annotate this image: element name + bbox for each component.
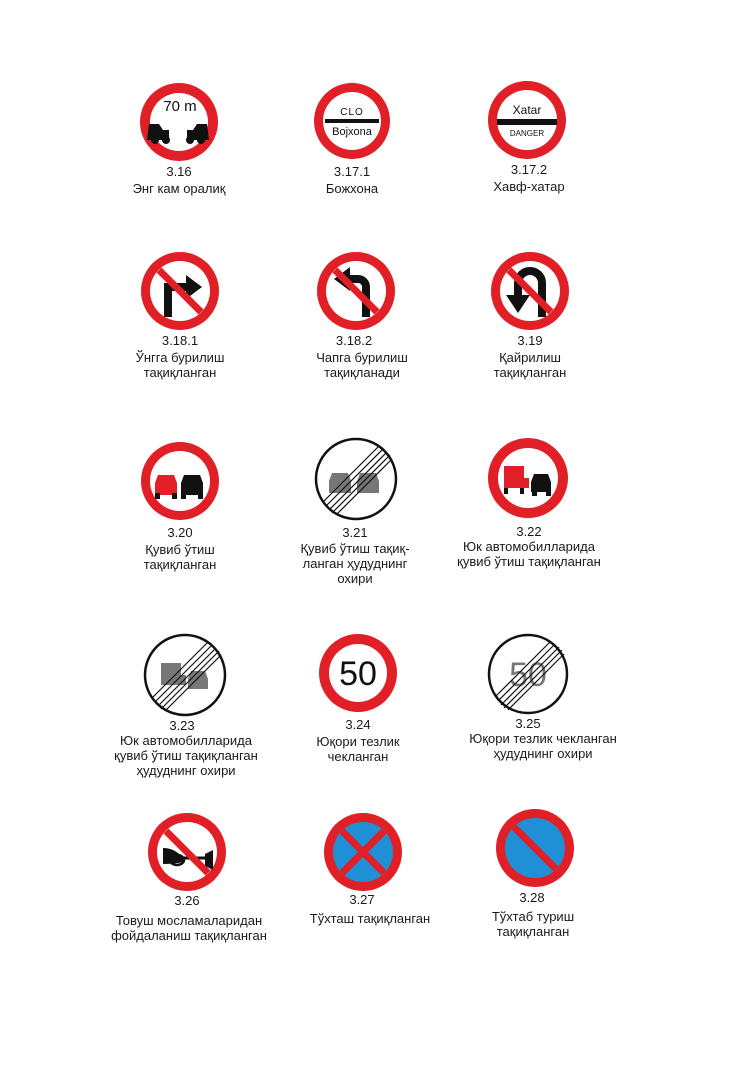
sign-caption: Божхона bbox=[325, 181, 379, 196]
end-speed-limit-icon bbox=[487, 633, 569, 715]
svg-text:Xatar: Xatar bbox=[512, 103, 542, 117]
sign-code: 3.25 bbox=[515, 716, 541, 731]
no-left-turn-icon bbox=[316, 251, 396, 331]
sign-code: 3.27 bbox=[349, 892, 375, 907]
svg-text:DANGER: DANGER bbox=[509, 129, 545, 138]
no-horn-icon bbox=[147, 812, 227, 892]
sign-code: 3.22 bbox=[516, 524, 542, 539]
svg-text:Bojxona: Bojxona bbox=[332, 126, 372, 138]
sign-caption: Энг кам оралиқ bbox=[132, 181, 226, 196]
no-right-turn-icon bbox=[140, 251, 220, 331]
sign-caption: Чапга бурилиш тақиқланади bbox=[316, 350, 408, 380]
sign-caption: Ўнгга бурилиш тақиқланган bbox=[135, 350, 225, 380]
svg-text:CLO: CLO bbox=[340, 107, 364, 118]
sign-caption: Қайрилиш тақиқланган bbox=[493, 350, 567, 380]
svg-text:50: 50 bbox=[339, 655, 377, 693]
end-no-overtaking-trucks-icon bbox=[143, 633, 227, 717]
no-parking-icon bbox=[495, 808, 575, 888]
sign-caption: Қувиб ўтиш тақиқланган bbox=[143, 542, 217, 572]
sign-code: 3.18.2 bbox=[335, 333, 373, 348]
sign-code: 3.20 bbox=[167, 525, 193, 540]
no-overtaking-trucks-icon bbox=[487, 437, 569, 519]
no-stopping-icon bbox=[323, 812, 403, 892]
sign-code: 3.26 bbox=[174, 893, 200, 908]
sign-caption: Юк автомобилларида қувиб ўтиш тақиқланган bbox=[457, 539, 601, 569]
sign-code: 3.23 bbox=[169, 718, 195, 733]
svg-text:70 m: 70 m bbox=[163, 98, 197, 115]
sign-caption: Товуш мосламаларидан фойдаланиш тақиқланган bbox=[111, 913, 267, 943]
sign-code: 3.17.1 bbox=[333, 164, 371, 179]
sign-code: 3.21 bbox=[342, 525, 368, 540]
sign-caption: Юқори тезлик чекланган bbox=[316, 734, 400, 764]
sign-caption: Юк автомобилларида қувиб ўтиш тақиқланган ҳудуднинг охири bbox=[114, 733, 258, 778]
sign-caption: Тўхташ тақиқланган bbox=[309, 911, 431, 926]
no-overtaking-icon bbox=[140, 441, 220, 521]
end-no-overtaking-icon bbox=[314, 437, 398, 521]
sign-code: 3.24 bbox=[345, 717, 371, 732]
sign-caption: Юқори тезлик чекланган ҳудуднинг охири bbox=[469, 731, 617, 761]
sign-code: 3.19 bbox=[517, 333, 543, 348]
sign-code: 3.16 bbox=[166, 164, 192, 179]
sign-caption: Хавф-хатар bbox=[493, 179, 565, 194]
sign-caption: Қувиб ўтиш тақиқ- ланган ҳудуднинг охири bbox=[300, 541, 410, 586]
sign-caption: Тўхтаб туриш тақиқланган bbox=[491, 909, 575, 939]
sign-code: 3.17.2 bbox=[510, 162, 548, 177]
svg-text:50: 50 bbox=[509, 656, 547, 694]
sign-code: 3.28 bbox=[519, 890, 545, 905]
two-cars-distance-icon bbox=[139, 82, 219, 162]
sign-code: 3.18.1 bbox=[161, 333, 199, 348]
danger-icon bbox=[487, 80, 567, 160]
no-u-turn-icon bbox=[490, 251, 570, 331]
speed-limit-icon bbox=[318, 633, 398, 713]
customs-icon bbox=[313, 82, 391, 160]
